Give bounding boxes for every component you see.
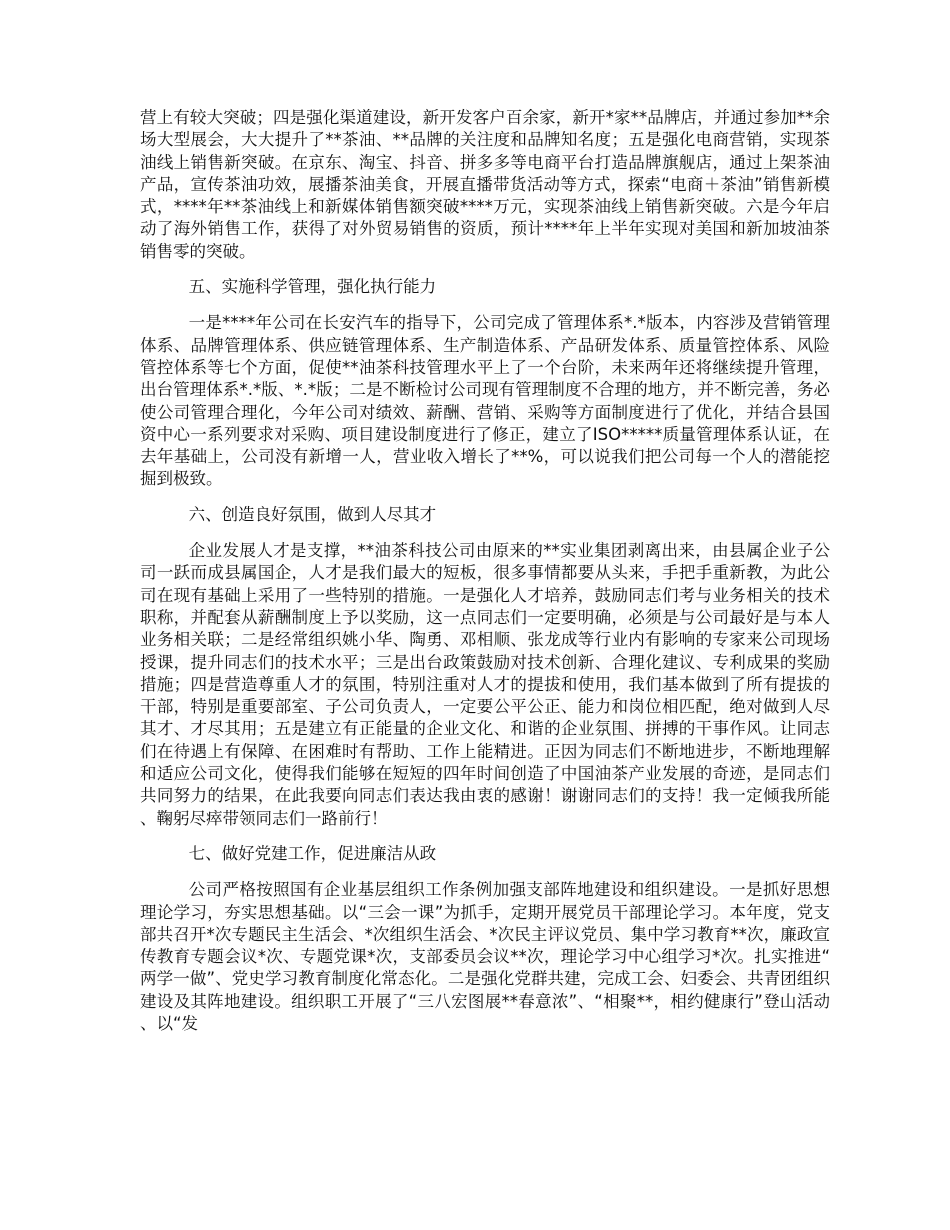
section-heading-management: 五、实施科学管理，强化执行能力: [188, 277, 437, 297]
section-heading-talent: 六、创造良好氛围，做到人尽其才: [188, 504, 437, 524]
paragraph-party-building: 公司严格按照国有企业基层组织工作条例加强支部阵地建设和组织建设。一是抓好思想理论学习，夯实思想基础。以“三会一课”为抓手，定期开展党员干部理论学习。本年度，党支部共召开*次专题民主生活会、*次组织生活会、*次民主评议党员、集中学习教育**次，廉政宣传教育专题会议*次、专题党课*次，支部委员会议**次，理论学习中心组学习*次。扎实推进“两学一做”、党史学习教育制度化常态化。二是强化党群共建，完成工会、妇委会、共青团组织建设及其阵地建设。组织职工开展了“三八宏图展**春意浓”、“相聚**，相约健康行”登山活动、以“发: [140, 880, 830, 1033]
document-page: [140, 107, 830, 1035]
paragraph-sales-channels: 营上有较大突破；四是强化渠道建设，新开发客户百余家，新开*家**品牌店，并通过参加**余场大型展会，大大提升了**茶油、**品牌的关注度和品牌知名度；五是强化电商营销，实现茶油线上销售新突破。在京东、淘宝、抖音、拼多多等电商平台打造品牌旗舰店，通过上架茶油产品，宣传茶油功效，展播茶油美食，开展直播带货活动等方式，探索“电商＋茶油”销售新模式，****年**茶油线上和新媒体销售额突破****万元，实现茶油线上销售新突破。六是今年启动了海外销售工作，获得了对外贸易销售的资质，预计****年上半年实现对美国和新加坡油茶销售零的突破。: [140, 108, 830, 261]
section-heading-party-building: 七、做好党建工作，促进廉洁从政: [188, 843, 437, 863]
paragraph-talent-development: 企业发展人才是支撑，**油茶科技公司由原来的**实业集团剥离出来，由县属企业子公司一跃而成县属国企，人才是我们最大的短板，很多事情都要从头来，手把手重新教，为此公司在现有基础上采用了一些特别的措施。一是强化人才培养，鼓励同志们考与业务相关的技术职称，并配套从薪酬制度上予以奖励，这一点同志们一定要明确，必须是与公司最好是与本人业务相关联；二是经常组织姚小华、陶勇、邓相顺、张龙成等行业内有影响的专家来公司现场授课，提升同志们的技术水平；三是出台政策鼓励对技术创新、合理化建议、专利成果的奖励措施；四是营造尊重人才的氛围，特别注重对人才的提拔和使用，我们基本做到了所有提拔的干部，特别是重要部室、子公司负责人，一定要公平公正、能力和岗位相匹配，绝对做到人尽其才、才尽其用；五是建立有正能量的企业文化、和谐的企业氛围、拼搏的干事作风。让同志们在待遇上有保障、在困难时有帮助、工作上能精进。正因为同志们不断地进步，不断地理解和适应公司文化，使得我们能够在短短的四年时间创造了中国油茶产业发展的奇迹，是同志们共同努力的结果，在此我要向同志们表达我由衷的感谢！谢谢同志们的支持！我一定倾我所能、鞠躬尽瘁带领同志们一路前行！: [140, 541, 830, 828]
paragraph-management-system: 一是****年公司在长安汽车的指导下，公司完成了管理体系*.*版本，内容涉及营销管理体系、品牌管理体系、供应链管理体系、生产制造体系、产品研发体系、质量管控体系、风险管控体系等七个方面，促使**油茶科技管理水平上了一个台阶，未来两年还将继续提升管理，出台管理体系*.*版、*.*版；二是不断检讨公司现有管理制度不合理的地方，并不断完善，务必使公司管理合理化，今年公司对绩效、薪酬、营销、采购等方面制度进行了优化，并结合县国资中心一系列要求对采购、项目建设制度进行了修正，建立了ISO*****质量管理体系认证，在去年基础上，公司没有新增一人，营业收入增长了**%，可以说我们把公司每一个人的潜能挖掘到极致。: [140, 313, 830, 489]
